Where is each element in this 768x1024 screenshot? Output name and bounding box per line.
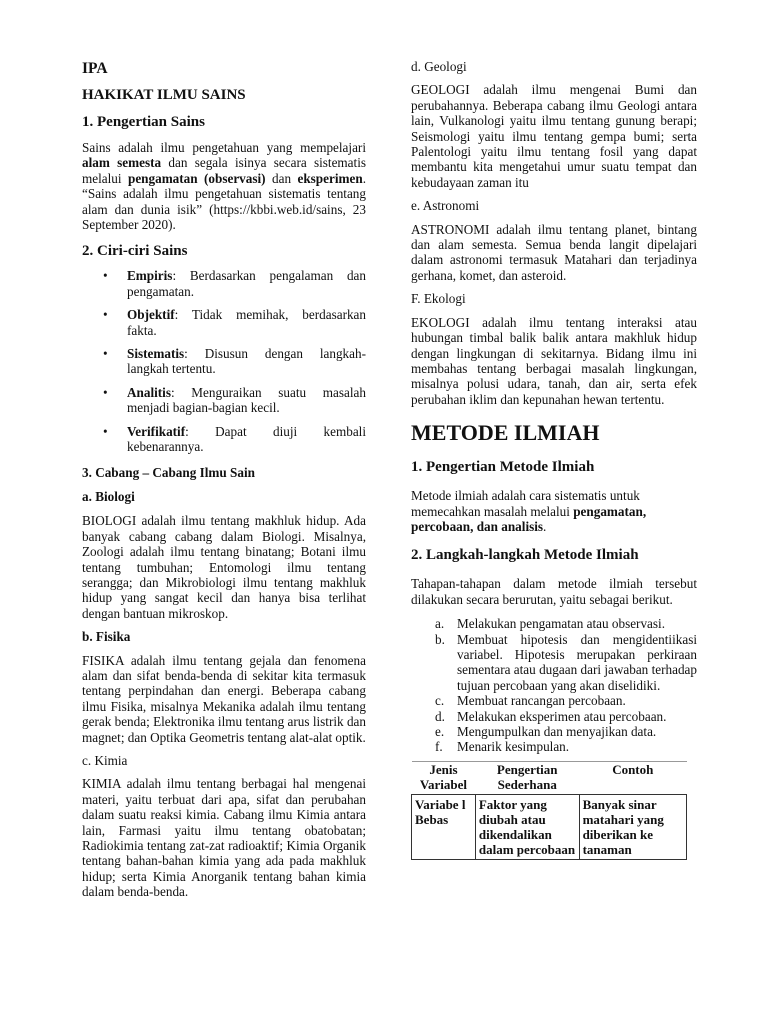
variable-table xyxy=(411,761,687,860)
geologi-paragraph: GEOLOGI adalah ilmu mengenai Bumi dan perubahannya. Beberapa cabang ilmu Geologi antara lain, Vulkanologi yaitu ilmu tentang gunung berapi; Seismologi yaitu ilmu tentang gempa bumi; serta Palentologi yaitu ilmu tentang fosil yang dapat membantu kita mengetahui umur suatu tempat dan kebudayaan zaman itu xyxy=(411,82,697,190)
table-header-row xyxy=(412,761,687,794)
list-item: • Empiris: Berdasarkan pengalaman dan pengamatan. xyxy=(82,268,366,299)
ekologi-paragraph: EKOLOGI adalah ilmu tentang interaksi atau hubungan timbal balik balik antara makhluk hidup dengan lingkungan di sekitarnya. Bidang ilmu ini membahas tentang berbagai masalah lingkungan, misalnya polusi udara, tanah, dan air, serta efek perubahan iklim dan kepunahan hewan tertentu. xyxy=(411,314,697,407)
table-cell: Faktor yang diubah atau dikendalikan dalam percobaan xyxy=(475,794,579,859)
subsection-title-astronomi: e. Astronomi xyxy=(411,198,480,214)
subsection-title-kimia: c. Kimia xyxy=(82,753,128,768)
list-item: c. Membuat rancangan percobaan. xyxy=(435,693,626,709)
list-item: • Sistematis: Disusun dengan langkah-langkah tertentu. xyxy=(82,346,366,377)
section-title-pengertian-sains: 1. Pengertian Sains xyxy=(82,114,205,130)
biologi-paragraph: BIOLOGI adalah ilmu tentang makhluk hidup. Ada banyak cabang cabang dalam Biologi. Misalnya, Zoologi adalah ilmu tentang binatang; Botani ilmu tentang tumbuhan; Entomologi ilmu tentang serangga; dan Mikrobiologi ilmu tentang makhluk hidup yang sangat kecil dan hanya bisa terlihat dengan bantuan mikroskop. xyxy=(82,513,366,621)
right-column xyxy=(411,0,697,860)
pengertian-metode-paragraph: Metode ilmiah adalah cara sistematis untuk memecahkan masalah melalui pengamatan, percobaan, dan analisis. xyxy=(411,488,647,534)
list-item: f. Menarik kesimpulan. xyxy=(435,739,570,755)
list-item: • Verifikatif: Dapat diuji kembali kebenarannya. xyxy=(82,424,366,455)
section-title-ciri-sains: 2. Ciri-ciri Sains xyxy=(82,243,188,260)
table-header-cell: Pengertian Sederhana xyxy=(496,761,558,792)
table-header-cell: Contoh xyxy=(612,761,654,777)
list-item: b. Membuat hipotesis dan mengidentiikasi variabel. Hipotesis merupakan perkiraan sementara atau dugaan dari jawaban terhadap tujuan percobaan yang akan diselidiki. xyxy=(435,631,697,693)
astronomi-paragraph: ASTRONOMI adalah ilmu tentang planet, bintang dan alam semesta. Semua benda langit dipelajari dalam astronomi termasuk Matahari dan terjadinya gerhana, komet, dan asteroid. xyxy=(411,221,697,283)
table-cell: Banyak sinar matahari yang diberikan ke tanaman xyxy=(579,794,686,859)
subsection-title-ekologi: F. Ekologi xyxy=(411,291,466,307)
table-cell: Variabe l Bebas xyxy=(412,794,476,859)
list-item: • Objektif: Tidak memihak, berdasarkan fakta. xyxy=(82,307,366,338)
steps-list xyxy=(411,616,697,755)
table-header-cell: Jenis Variabel xyxy=(419,761,468,792)
metode-ilmiah-heading: METODE ILMIAH xyxy=(411,420,600,446)
section-title-cabang-ilmu: 3. Cabang – Cabang Ilmu Sain xyxy=(82,464,255,480)
subsection-title-biologi: a. Biologi xyxy=(82,488,135,504)
doc-title: IPA xyxy=(82,60,108,77)
subsection-title-geologi: d. Geologi xyxy=(411,59,467,74)
section-title-pengertian-metode: 1. Pengertian Metode Ilmiah xyxy=(411,459,595,476)
table-row xyxy=(412,794,687,859)
pengertian-sains-paragraph: Sains adalah ilmu pengetahuan yang mempelajari alam semesta dan segala isinya secara sistematis melalui pengamatan (observasi) dan eksperimen. “Sains adalah ilmu pengetahuan sistematis tentang alam dan dunia isik” (https://kbbi.web.id/sains, 23 September 2020). xyxy=(82,140,366,233)
list-item: e. Mengumpulkan dan menyajikan data. xyxy=(435,724,657,739)
main-heading: HAKIKAT ILMU SAINS xyxy=(82,87,246,103)
traits-list xyxy=(82,268,366,454)
section-title-langkah-metode: 2. Langkah-langkah Metode Ilmiah xyxy=(411,547,639,564)
kimia-paragraph: KIMIA adalah ilmu tentang berbagai hal mengenai materi, yaitu terbuat dari apa, sifat dan perubahan dalam suatu reaksi kimia. Cabang ilmu Kimia antara lain, Farmasi yaitu ilmu tentang obatobatan; Radiokimia tentang zat-zat radioaktif; Kimia Organik tentang bahan-bahan kimia yang ada pada makhluk hidup; serta Kimia Anorganik tentang bahan kimia dalam benda-benda. xyxy=(82,776,366,900)
langkah-intro-paragraph: Tahapan-tahapan dalam metode ilmiah tersebut dilakukan secara berurutan, yaitu sebagai berikut. xyxy=(411,576,697,607)
list-item: a. Melakukan pengamatan atau observasi. xyxy=(435,616,665,632)
list-item: d. Melakukan eksperimen atau percobaan. xyxy=(435,708,667,724)
fisika-paragraph: FISIKA adalah ilmu tentang gejala dan fenomena alam dan sifat benda-benda di sekitar kita termasuk tentang perpindahan dan energi. Beberapa cabang ilmu Fisika, misalnya Mekanika adalah ilmu tentang gerak benda; Elektronika ilmu tentang arus listrik dan magnet; dan Optika Geometris tentang alat-alat optik. xyxy=(82,652,366,745)
left-column xyxy=(82,0,366,900)
subsection-title-fisika: b. Fisika xyxy=(82,629,131,645)
list-item: • Analitis: Menguraikan suatu masalah menjadi bagian-bagian kecil. xyxy=(82,385,366,416)
